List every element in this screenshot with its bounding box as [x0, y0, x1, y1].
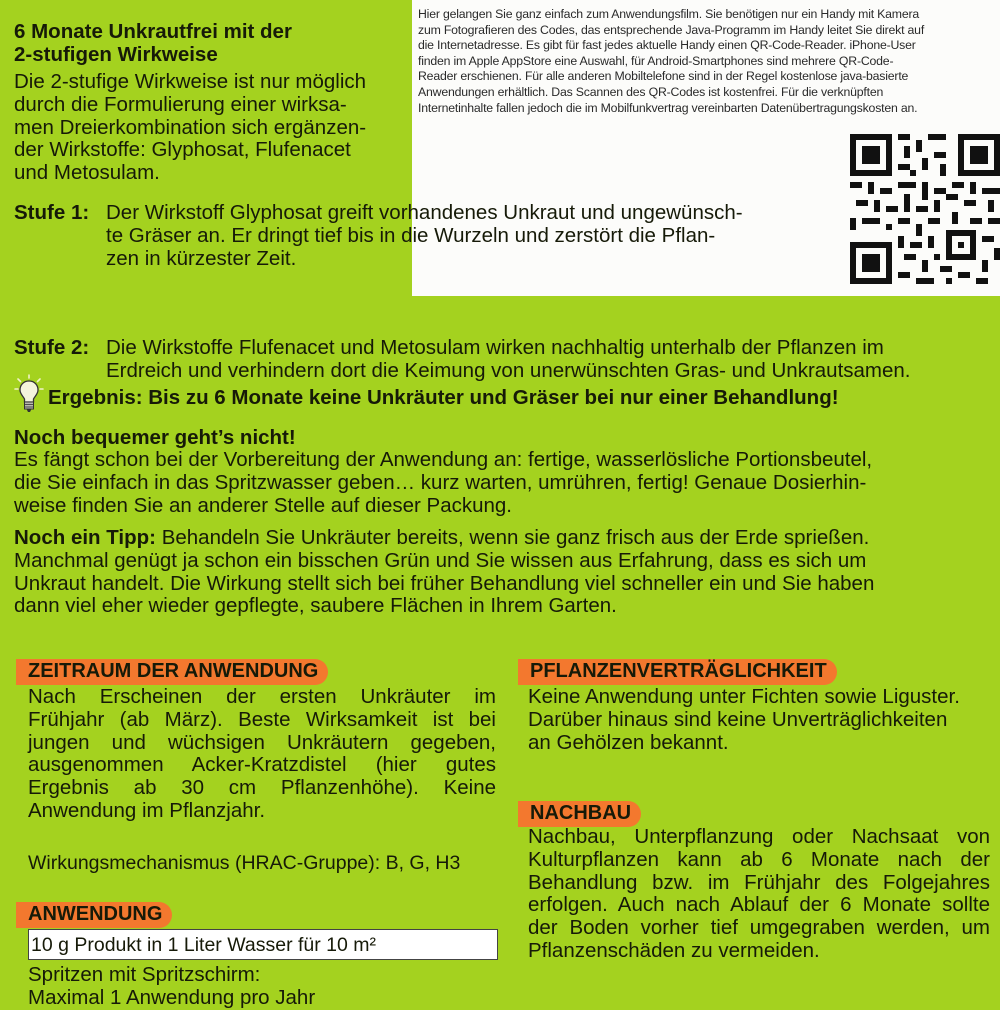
tipp-block: Noch ein Tipp: Behandeln Sie Unkräuter bereits, wenn sie ganz frisch aus der Erde sprießen. Manchmal genügt ja schon ein bisschen Grün und Sie wissen aus Erfahrung, dass es sich um Unkraut handelt. Die Wirkung stellt sich bei früher Behandlung viel schneller ein und Sie haben dann viel eher wieder gepflegte, saubere Flächen in Ihrem Garten. — [14, 526, 875, 618]
nachbau-heading-wrap — [518, 801, 641, 827]
dosage-box: 10 g Produkt in 1 Liter Wasser für 10 m² — [28, 929, 498, 960]
intro-title: 6 Monate Unkrautfrei mit der 2-stufigen Wirkweise — [14, 20, 292, 66]
stufe2-label: Stufe 2: — [14, 336, 90, 359]
pflanzen-heading-wrap — [518, 659, 837, 685]
ergebnis-text: Ergebnis: Bis zu 6 Monate keine Unkräuter und Gräser bei nur einer Behandlung! — [48, 386, 839, 409]
pflanzen-heading: PFLANZENVERTRÄGLICHKEIT — [518, 659, 837, 685]
mechanism-text: Wirkungsmechanismus (HRAC-Gruppe): B, G, H3 — [28, 852, 461, 874]
stufe1-text: Der Wirkstoff Glyphosat greift vorhandenes Unkraut und ungewünsch- te Gräser an. Er dringt tief bis in die Wurzeln und zerstört die Pflan- zen in kürzester Zeit. — [106, 201, 743, 270]
zeitraum-text: Nach Erscheinen der ersten Unkräuter im Frühjahr (ab März). Beste Wirksamkeit ist bei jungen und wüchsigen Unkräutern gegeben, ausgenommen Acker-Kratzdistel (hier gutes Ergebnis ab 30 cm Pflanzenhöhe). Keine Anwendung im Pflanzjahr. — [28, 685, 496, 822]
pflanzen-text: Keine Anwendung unter Fichten sowie Liguster. Darüber hinaus sind keine Unverträglichkeiten an Gehölzen bekannt. — [528, 685, 960, 754]
stufe2-text: Die Wirkstoffe Flufenacet und Metosulam wirken nachhaltig unterhalb der Pflanzen im Erdreich und verhindern dort die Keimung von unerwünschten Gras- und Unkrautsamen. — [106, 336, 911, 382]
tipp-label: Noch ein Tipp: — [14, 526, 156, 549]
zeitraum-heading: ZEITRAUM DER ANWENDUNG — [16, 659, 328, 685]
lightbulb-icon — [14, 374, 44, 414]
intro-body: Die 2-stufige Wirkweise ist nur möglich durch die Formulierung einer wirksa- men Dreierkombination sich ergänzen- der Wirkstoffe: Glyphosat, Flufenacet und Metosulam. — [14, 70, 367, 185]
anwendung-heading: ANWENDUNG — [16, 902, 172, 928]
nachbau-text: Nachbau, Unterpflanzung oder Nachsaat von Kulturpflanzen kann ab 6 Monate nach der Behandlung bzw. im Frühjahr des Folgejahres erfolgen. Auch nach Ablauf der 6 Monate sollte der Boden vorher tief umgegraben werden, um Pflanzenschäden zu vermeiden. — [528, 825, 990, 962]
nachbau-heading: NACHBAU — [518, 801, 641, 827]
stufe1-label: Stufe 1: — [14, 201, 90, 224]
bequem-heading: Noch bequemer geht’s nicht! — [14, 426, 296, 449]
tipp-first-line: Behandeln Sie Unkräuter bereits, wenn sie ganz frisch aus der Erde sprießen. — [161, 526, 870, 549]
zeitraum-heading-wrap — [16, 659, 328, 685]
qr-info-text: Hier gelangen Sie ganz einfach zum Anwendungsfilm. Sie benötigen nur ein Handy mit Kamera zum Fotografieren des Codes, das entsprechende Java-Programm im Handy leitet Sie direkt auf die Internetadresse. Es gibt für fast jedes aktuelle Handy einen QR-Code-Reader. iPhone-User finden im Apple AppStore eine Auswahl, für Android-Smartphones sind mehrere QR-Code- Reader erschienen. Für alle anderen Mobiltelefone sind in der Regel kostenlose java-basierte Anwendungen erhältlich. Das Scannen des QR-Codes ist kostenfrei. Für die verknüpften Internetinhalte fallen jedoch die im Mobilfunkvertrag vereinbarten Datenübertragungskosten an. — [418, 7, 925, 115]
bequem-text: Es fängt schon bei der Vorbereitung der Anwendung an: fertige, wasserlösliche Portionsbeutel, die Sie einfach in das Spritzwasser geben… kurz warten, umrühren, fertig! Genaue Dosierhin- weise finden Sie an anderer Stelle auf dieser Packung. — [14, 448, 873, 517]
anwendung-text: Spritzen mit Spritzschirm: Maximal 1 Anwendung pro Jahr — [28, 963, 316, 1009]
anwendung-heading-wrap — [16, 902, 172, 928]
qr-code-icon[interactable] — [850, 134, 1000, 284]
